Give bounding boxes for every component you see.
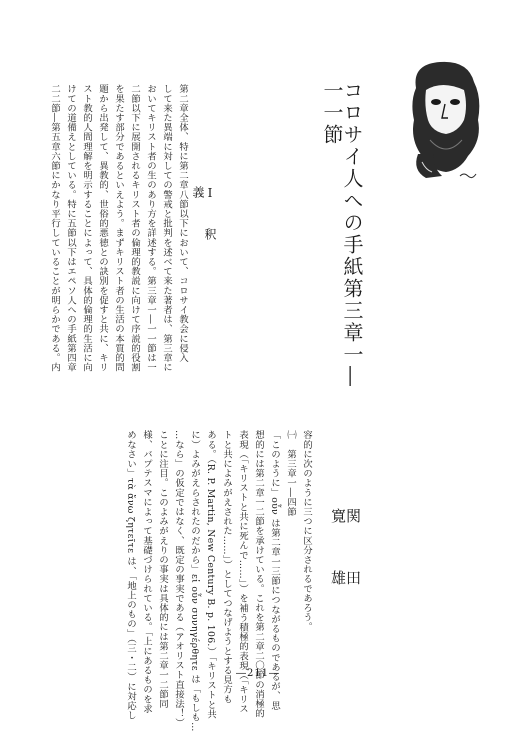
body-line: ㈠ 第三章一―四節 [285, 430, 296, 517]
page-number: ―211― [235, 668, 281, 679]
portrait-illustration [402, 58, 488, 184]
body-line: 「このように」οὖν は第二章一三節につながるものであるが、思 [269, 430, 280, 711]
body-line: に）よみがえらされたのだから」εἰ οὖν συνηγέρθητε は「もしも… [189, 430, 200, 732]
article-title: コロサイ人への手紙第三章一―一一節 [320, 80, 364, 388]
body-line: 様、バプテスマによって基礎づけられている。「上にあるものを求 [141, 430, 152, 714]
body-line: ことに注目。このよみがえりの事実は具体的には第二章一二節同 [157, 430, 168, 709]
body-line: 二節以下に展開されるキリスト者の倫理的教説に向けて序説的役割 [129, 84, 140, 372]
body-line: 題から出発して、異教的、世俗的悪徳との訣別を促すと共に、キリ [97, 84, 108, 372]
body-line: トと共によみがえされた……」）としてつなげようとする見方も [221, 430, 232, 704]
body-line: 容的に次のように三つに区分されるであろう。 [301, 430, 312, 632]
body-line: を果たす部分であるといえよう。まずキリスト者の生活の本質的問 [113, 84, 124, 372]
body-line: おいてキリスト者の生のあり方を詳述する。第三章一―一一節は一 [145, 84, 156, 372]
body-line: 想的には第二章一二節を承けている。これを第二章二〇節の消極的 [253, 430, 264, 718]
body-line: めなさい」τὰ ἄνω ζητεῖτε は、「地上のもの」（三・二）に対応し [125, 430, 136, 720]
body-line: 二二節―第五章六節にかなり平行していることが明らかである。内 [49, 84, 60, 372]
body-text-left [32, 84, 190, 444]
body-line: して来た異端に対しての警戒と批判を述べて来た著者は、第三章に [161, 84, 172, 372]
body-line: けての道備えとしている。特に五節以下はエペソ人への手紙第四章 [65, 84, 76, 372]
author-name: 関 田 寛 雄 [329, 508, 362, 632]
body-line: スト教的人間理解を明示することによって、具体的倫理的生活に向 [81, 84, 92, 372]
body-line: ある。（R. P. Martin, New Century B. p. 106.）「キリストと共 [205, 430, 216, 719]
section-heading: Ⅰ 釈 義 [191, 186, 217, 268]
body-line: …なら」の仮定ではなく、既定の事実である（アオリスト直接法！） [173, 430, 184, 728]
body-line: 第二章全体、特に第二章八節以下において、コロサイ教会に侵入 [177, 84, 188, 363]
body-line: 表現（「キリストと共に死んで……」）を補う積極的表現（「キリス [237, 430, 248, 714]
